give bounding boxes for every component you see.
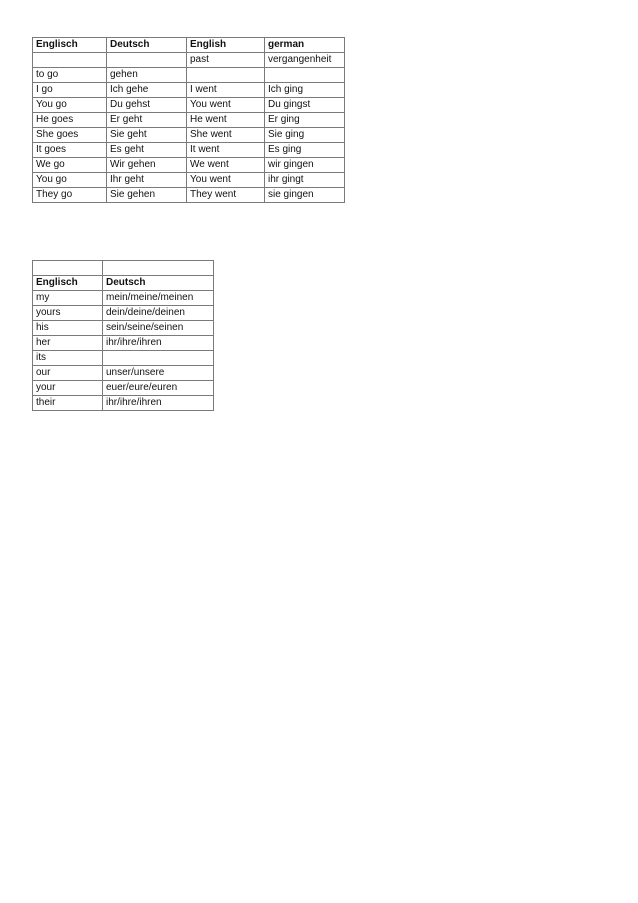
table-cell: Sie gehen <box>107 188 187 203</box>
table-cell: ihr gingt <box>265 173 345 188</box>
table-row <box>33 53 345 68</box>
table-cell: Ich ging <box>265 83 345 98</box>
column-header-deutsch: Deutsch <box>103 276 214 291</box>
table-header-row <box>33 276 214 291</box>
table-row <box>33 366 214 381</box>
table-row <box>33 143 345 158</box>
table-cell: I go <box>33 83 107 98</box>
table-cell: Er geht <box>107 113 187 128</box>
table-cell: Es ging <box>265 143 345 158</box>
table-cell: ihr/ihre/ihren <box>103 336 214 351</box>
table-cell: ihr/ihre/ihren <box>103 396 214 411</box>
table-cell: unser/unsere <box>103 366 214 381</box>
table-cell: yours <box>33 306 103 321</box>
table-cell: He goes <box>33 113 107 128</box>
table-cell: He went <box>187 113 265 128</box>
table-cell <box>107 53 187 68</box>
table-cell: dein/deine/deinen <box>103 306 214 321</box>
table-cell: sein/seine/seinen <box>103 321 214 336</box>
table-cell: Du gehst <box>107 98 187 113</box>
table-cell: their <box>33 396 103 411</box>
table-cell: vergangenheit <box>265 53 345 68</box>
table-cell: euer/eure/euren <box>103 381 214 396</box>
column-header-deutsch: Deutsch <box>107 38 187 53</box>
table-cell: We went <box>187 158 265 173</box>
table-cell: my <box>33 291 103 306</box>
table-cell: I went <box>187 83 265 98</box>
table-row <box>33 98 345 113</box>
table-cell: to go <box>33 68 107 83</box>
table-cell: Er ging <box>265 113 345 128</box>
table-cell: Ich gehe <box>107 83 187 98</box>
table-cell <box>33 53 107 68</box>
table-cell <box>265 68 345 83</box>
table-row <box>33 113 345 128</box>
table-cell: It went <box>187 143 265 158</box>
column-header-englisch: Englisch <box>33 38 107 53</box>
table-row <box>33 306 214 321</box>
table-header-row <box>33 38 345 53</box>
table-cell: They went <box>187 188 265 203</box>
table-cell: You go <box>33 98 107 113</box>
table-row <box>33 128 345 143</box>
table-row <box>33 321 214 336</box>
table-cell: You went <box>187 98 265 113</box>
table-cell: sie gingen <box>265 188 345 203</box>
table-cell <box>103 351 214 366</box>
table-cell: She goes <box>33 128 107 143</box>
table-cell: your <box>33 381 103 396</box>
table-row <box>33 158 345 173</box>
table-cell: Ihr geht <box>107 173 187 188</box>
table-row <box>33 261 214 276</box>
table-cell: Sie ging <box>265 128 345 143</box>
table-cell: You went <box>187 173 265 188</box>
column-header-german: german <box>265 38 345 53</box>
table-cell <box>103 261 214 276</box>
table-cell: mein/meine/meinen <box>103 291 214 306</box>
table-row <box>33 336 214 351</box>
column-header-english: English <box>187 38 265 53</box>
table-row <box>33 351 214 366</box>
table-cell: We go <box>33 158 107 173</box>
table-cell: Du gingst <box>265 98 345 113</box>
table-cell: gehen <box>107 68 187 83</box>
table-cell: past <box>187 53 265 68</box>
verb-conjugation-table <box>32 37 345 203</box>
table-row <box>33 173 345 188</box>
table-row <box>33 291 214 306</box>
table-cell: her <box>33 336 103 351</box>
table-cell: Wir gehen <box>107 158 187 173</box>
column-header-englisch: Englisch <box>33 276 103 291</box>
table-cell <box>187 68 265 83</box>
table-cell: Sie geht <box>107 128 187 143</box>
table-cell: You go <box>33 173 107 188</box>
table-row <box>33 83 345 98</box>
table-row <box>33 68 345 83</box>
table-row <box>33 381 214 396</box>
table-cell <box>33 261 103 276</box>
possessive-pronoun-table <box>32 260 214 411</box>
table-cell: his <box>33 321 103 336</box>
table-cell: Es geht <box>107 143 187 158</box>
table-row <box>33 188 345 203</box>
table-cell: our <box>33 366 103 381</box>
table-cell: It goes <box>33 143 107 158</box>
table-cell: its <box>33 351 103 366</box>
table-row <box>33 396 214 411</box>
table-cell: wir gingen <box>265 158 345 173</box>
table-cell: She went <box>187 128 265 143</box>
table-cell: They go <box>33 188 107 203</box>
